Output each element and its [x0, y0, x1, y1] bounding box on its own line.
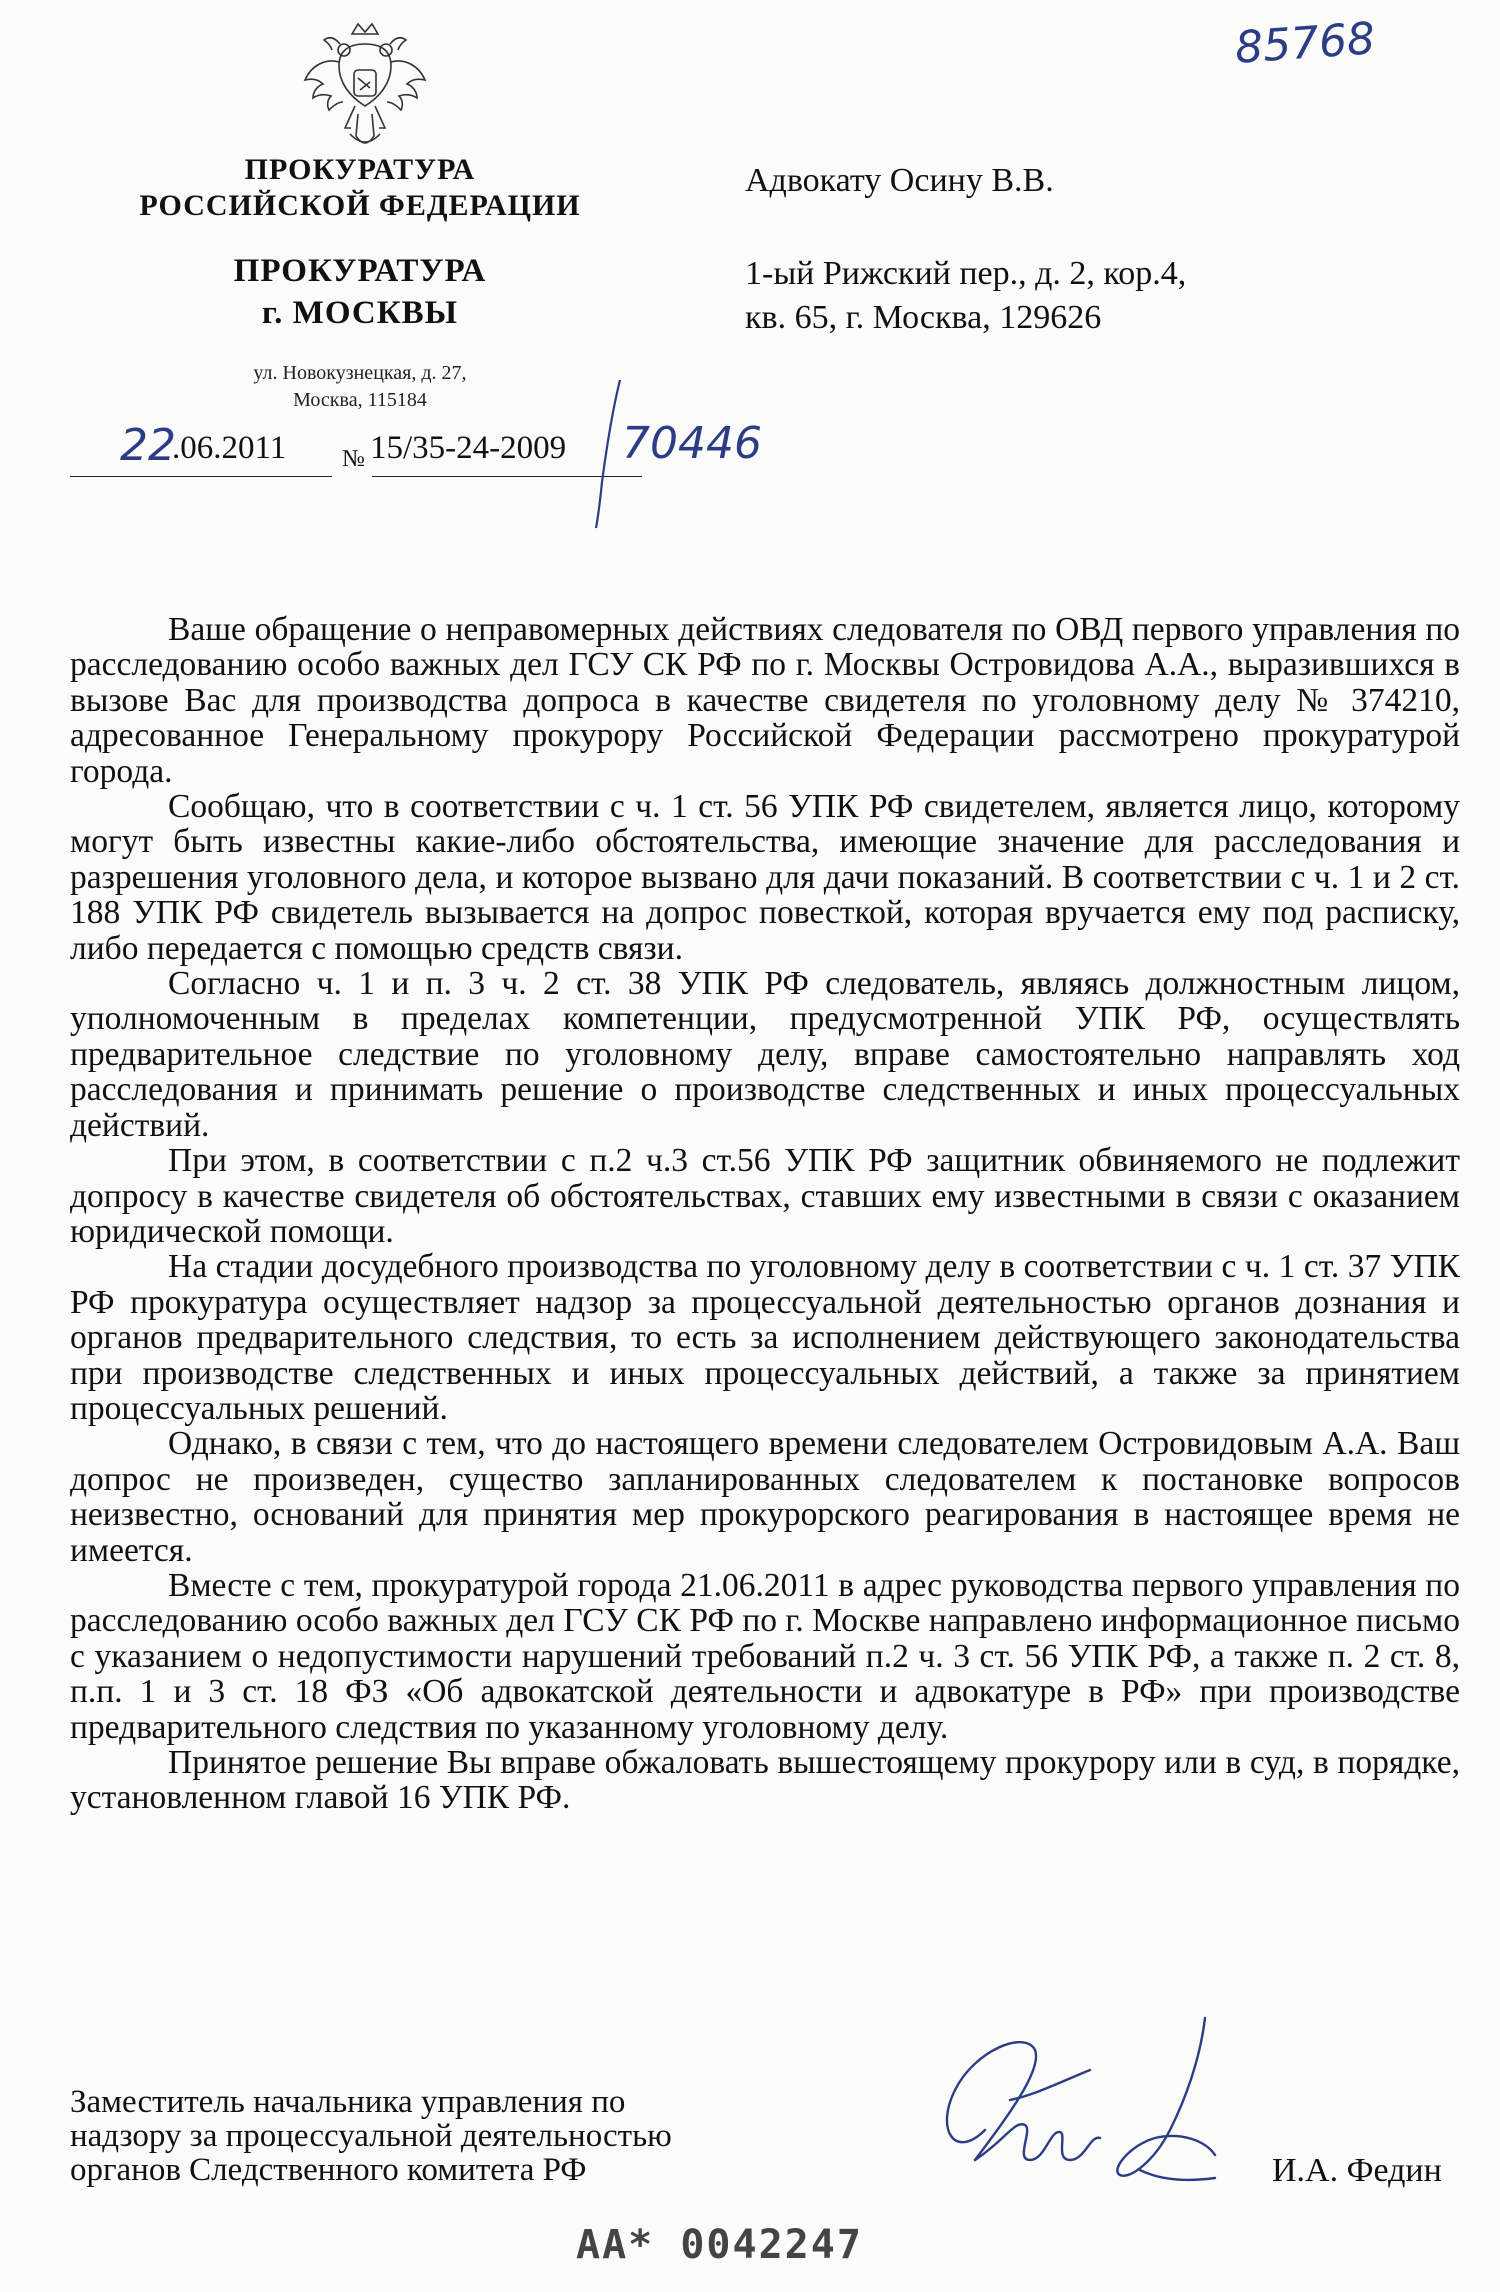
signatory-title-line-1: Заместитель начальника управления по [70, 2084, 626, 2120]
form-serial-number: АА* 0042247 [576, 2222, 863, 2268]
address-line-2: Москва, 115184 [293, 389, 427, 411]
org-line-4: г. МОСКВЫ [261, 295, 459, 331]
date-day-handwritten: 22 [120, 420, 176, 471]
letter-body [70, 612, 1460, 1816]
org-line-2: РОССИЙСКОЙ ФЕДЕРАЦИИ [139, 189, 581, 222]
body-paragraph: Вместе с тем, прокуратурой города 21.06.2011 в адрес руководства первого управления по расследованию особо важных дел ГСУ СК РФ по г. Москве направлено информационное письмо с указанием о недопустимости нарушений требований п.2 ч. 3 ст. 56 УПК РФ, а также п. 2 ст. 8, п.п. 1 и 3 ст. 18 ФЗ «Об адвокатской деятельности и адвокатуре в РФ» при производстве предварительного следствия по указанному уголовному делу. [70, 1566, 1460, 1746]
date-printed: .06.2011 [172, 430, 287, 466]
body-paragraph: При этом, в соответствии с п.2 ч.3 ст.56 УПК РФ защитник обвиняемого не подлежит допросу в качестве свидетеля об обстоятельствах, ставших ему известными в связи с оказанием юридической помощи. [70, 1142, 1460, 1250]
recipient-address-line-2: кв. 65, г. Москва, 129626 [745, 299, 1102, 336]
outgoing-number: 15/35-24-2009 [370, 430, 567, 466]
coat-of-arms-emblem [300, 14, 430, 156]
address-line-1: ул. Новокузнецкая, д. 27, [253, 362, 467, 384]
signatory-title-line-2: надзору за процессуальной деятельностью [70, 2118, 672, 2154]
signatory-title-line-3: органов Следственного комитета РФ [70, 2152, 587, 2188]
number-sign: № [342, 446, 365, 472]
handwritten-signature [915, 2010, 1260, 2195]
organization-address [160, 360, 560, 414]
org-line-3: ПРОКУРАТУРА [233, 253, 487, 289]
body-paragraph: Принятое решение Вы вправе обжаловать вышестоящему прокурору или в суд, в порядке, установленном главой 16 УПК РФ. [70, 1744, 1460, 1817]
body-paragraph: Однако, в связи с тем, что до настоящего времени следователем Островидовым А.А. Ваш допрос не произведен, существо запланированных следователем к постановке вопросов неизвестно, оснований для принятия мер прокурорского реагирования в настоящее время не имеется. [70, 1425, 1460, 1569]
incoming-number-handwritten: 70446 [622, 418, 762, 469]
organization-name-federal [120, 152, 600, 224]
body-paragraph: Сообщаю, что в соответствии с ч. 1 ст. 56 УПК РФ свидетелем, является лицо, которому могут быть известны какие-либо обстоятельства, имеющие значение для расследования и разрешения уголовного дела, и которое вызвано для дачи показаний. В соответствии с ч. 1 и 2 ст. 188 УПК РФ свидетель вызывается на допрос повесткой, которая вручается ему под расписку, либо передается с помощью средств связи. [70, 788, 1460, 967]
recipient-address [745, 252, 1285, 340]
signatory-title [70, 2085, 790, 2187]
organization-name-moscow [160, 250, 560, 334]
handwritten-registration-number: 85768 [1233, 13, 1377, 74]
body-paragraph: На стадии досудебного производства по уголовному делу в соответствии с ч. 1 ст. 37 УПК РФ прокуратура осуществляет надзор за процессуальной деятельностью органов дознания и органов предварительного следствия, то есть за исполнением действующего законодательства при производстве следственных и иных процессуальных действий, а также за принятием процессуальных решений. [70, 1248, 1460, 1427]
recipient-address-line-1: 1-ый Рижский пер., д. 2, кор.4, [745, 255, 1187, 292]
org-line-1: ПРОКУРАТУРА [244, 153, 476, 186]
body-paragraph: Ваше обращение о неправомерных действиях следователя по ОВД первого управления по расследованию особо важных дел ГСУ СК РФ по г. Москвы Островидова А.А., выразившихся в вызове Вас для производства допроса в качестве свидетеля по уголовному делу № 374210, адресованное Генеральному прокурору Российской Федерации рассмотрено прокуратурой города. [70, 611, 1460, 790]
date-underline [70, 476, 332, 477]
recipient-name: Адвокату Осину В.В. [745, 162, 1054, 199]
signatory-name: И.А. Федин [1272, 2152, 1442, 2189]
body-paragraph: Согласно ч. 1 и п. 3 ч. 2 ст. 38 УПК РФ следователь, являясь должностным лицом, уполномоченным в пределах компетенции, предусмотренной УПК РФ, осуществлять предварительное следствие по уголовному делу, вправе самостоятельно направлять ход расследования и принимать решение о производстве следственных и иных процессуальных действий. [70, 965, 1460, 1144]
